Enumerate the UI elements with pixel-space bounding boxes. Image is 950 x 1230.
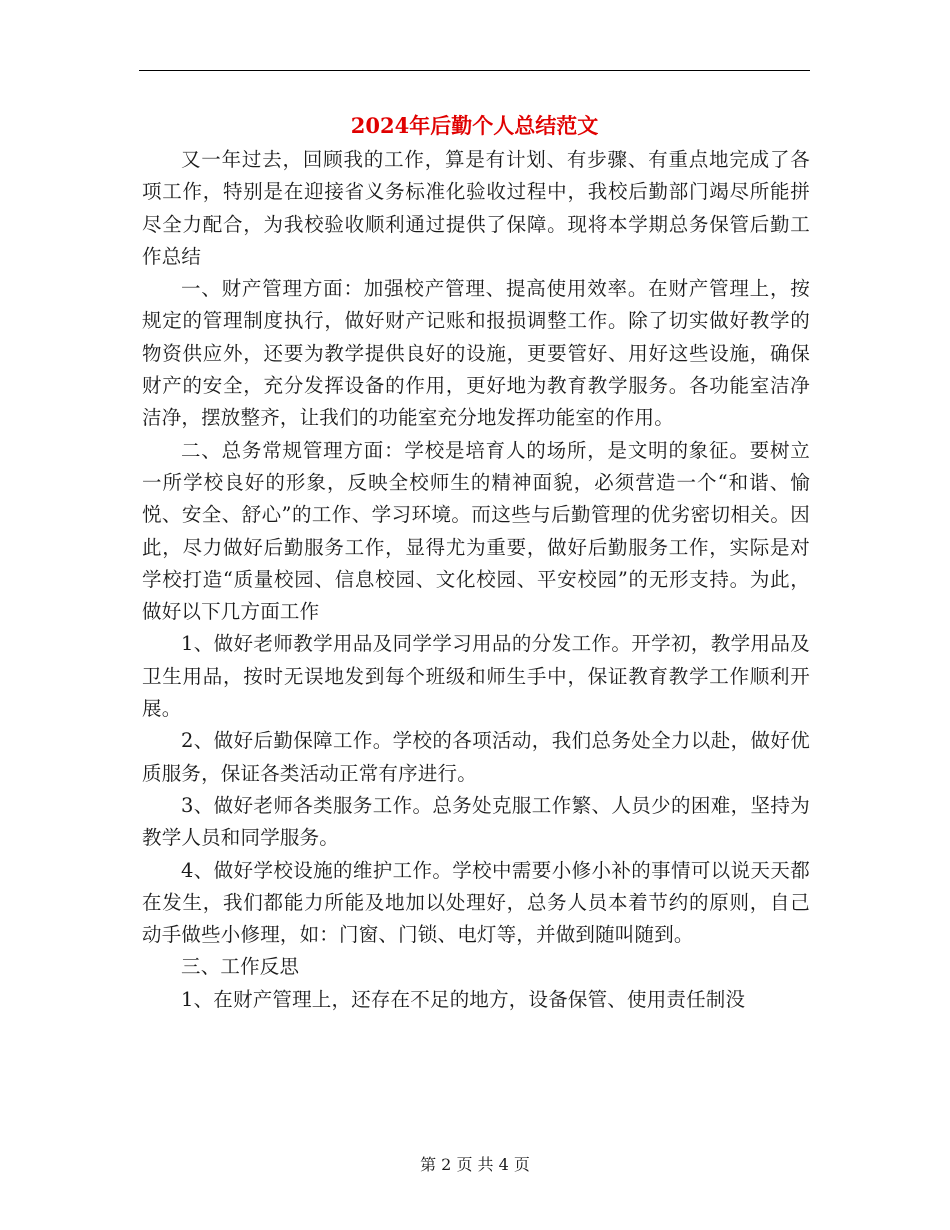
document-body [142,144,810,1016]
paragraph-item-1: 1、做好老师教学用品及同学学习用品的分发工作。开学初，教学用品及卫生用品，按时无误地发到每个班级和师生手中，保证教育教学工作顺利开展。 [142,632,810,721]
header-rule [139,70,810,71]
paragraph-intro: 又一年过去，回顾我的工作，算是有计划、有步骤、有重点地完成了各项工作，特别是在迎接省义务标准化验收过程中，我校后勤部门竭尽所能拼尽全力配合，为我校验收顺利通过提供了保障。现将本学期总务保管后勤工作总结 [142,148,810,268]
paragraph-property-management: 一、财产管理方面：加强校产管理、提高使用效率。在财产管理上，按规定的管理制度执行，做好财产记账和报损调整工作。除了切实做好教学的物资供应外，还要为教学提供良好的设施，更要管好、用好这些设施，确保财产的安全，充分发挥设备的作用，更好地为教育教学服务。各功能室洁净洁净，摆放整齐，让我们的功能室充分地发挥功能室的作用。 [142,277,810,430]
paragraph-reflection-heading: 三、工作反思 [181,955,300,979]
paragraph-reflection-1: 1、在财产管理上，还存在不足的地方，设备保管、使用责任制没 [181,987,746,1011]
paragraph-general-affairs: 二、总务常规管理方面：学校是培育人的场所，是文明的象征。要树立一所学校良好的形象，反映全校师生的精神面貌，必须营造一个“和谐、愉悦、安全、舒心”的工作、学习环境。而这些与后勤管理的优劣密切相关。因此，尽力做好后勤服务工作，显得尤为重要，做好后勤服务工作，实际是对学校打造“质量校园、信息校园、文化校园、平安校园”的无形支持。为此，做好以下几方面工作 [142,438,810,624]
paragraph-item-2: 2、做好后勤保障工作。学校的各项活动，我们总务处全力以赴，做好优质服务，保证各类活动正常有序进行。 [142,729,810,785]
page-indicator: 第 2 页 共 4 页 [420,1155,530,1174]
document-title: 2024年后勤个人总结范文 [350,113,599,138]
paragraph-item-4: 4、做好学校设施的维护工作。学校中需要小修小补的事情可以说天天都在发生，我们都能力所能及地加以处理好，总务人员本着节约的原则，自己动手做些小修理，如：门窗、门锁、电灯等，并做到随叫随到。 [142,858,810,947]
paragraph-item-3: 3、做好老师各类服务工作。总务处克服工作繁、人员少的困难，坚持为教学人员和同学服务。 [142,793,810,850]
